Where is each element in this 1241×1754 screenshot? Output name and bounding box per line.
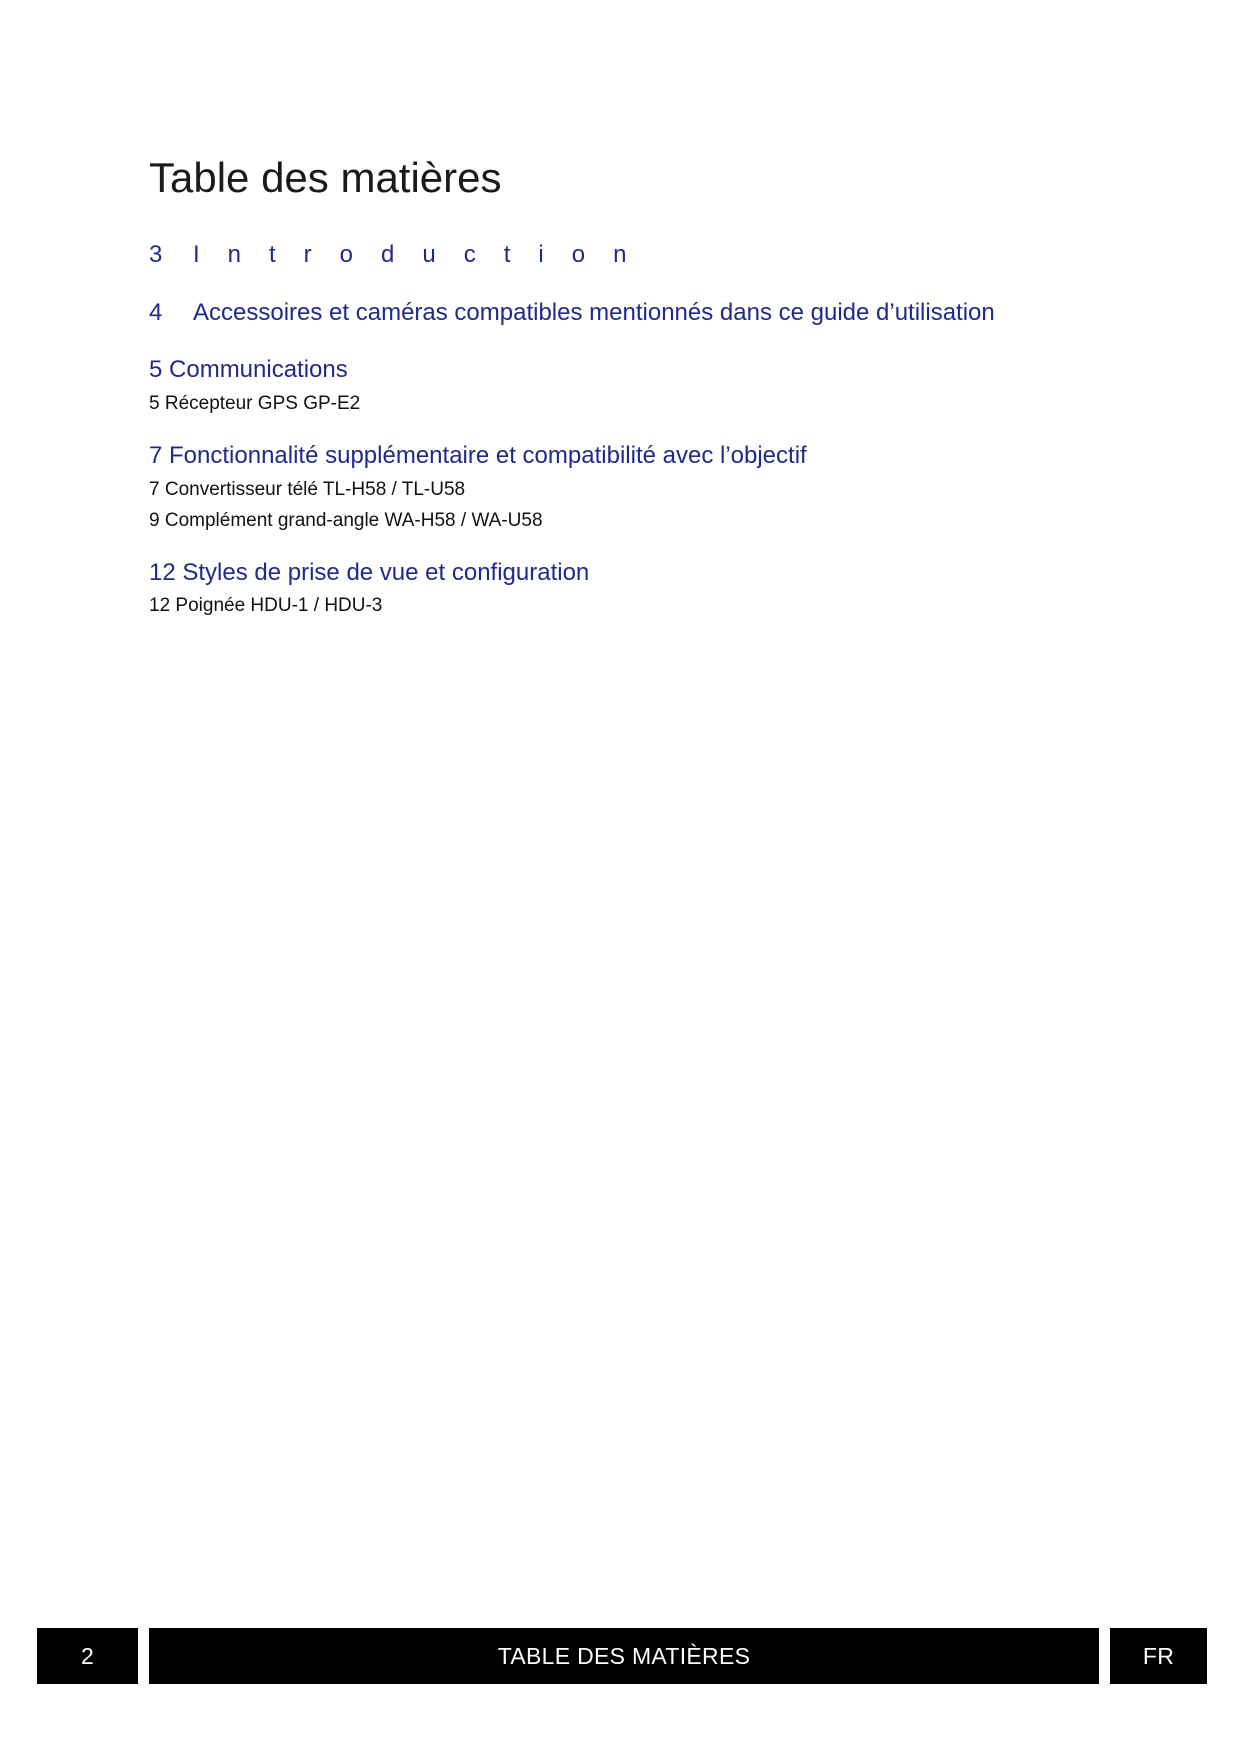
toc-subentry-poignee[interactable]: 12 Poignée HDU-1 / HDU-3 <box>149 595 383 616</box>
toc-subentry-convertisseur[interactable]: 7 Convertisseur télé TL-H58 / TL-U58 <box>149 479 466 500</box>
toc-page-number: 3 <box>149 241 163 268</box>
toc-entry-introduction[interactable] <box>149 239 654 271</box>
toc-entry-label: Introduction <box>193 241 655 268</box>
toc-page-number: 4 <box>149 299 163 326</box>
page-title: Table des matières <box>149 154 502 201</box>
toc-section-fonctionnalite[interactable]: 7 Fonctionnalité supplémentaire et compatibilité avec l’objectif <box>149 442 807 469</box>
footer-page-number: 2 <box>37 1628 138 1684</box>
toc-section-styles[interactable]: 12 Styles de prise de vue et configuration <box>149 559 590 586</box>
toc-subentry-gps[interactable]: 5 Récepteur GPS GP-E2 <box>149 393 361 414</box>
footer-language-badge: FR <box>1110 1628 1207 1684</box>
toc-entry-accessoires[interactable] <box>149 297 995 329</box>
footer-section-title: TABLE DES MATIÈRES <box>149 1628 1099 1684</box>
toc-subentry-complement[interactable]: 9 Complément grand-angle WA-H58 / WA-U58 <box>149 510 543 531</box>
toc-section-communications[interactable]: 5 Communications <box>149 356 348 383</box>
toc-entry-label: Accessoires et caméras compatibles mentionnés dans ce guide d’utilisation <box>193 299 995 326</box>
